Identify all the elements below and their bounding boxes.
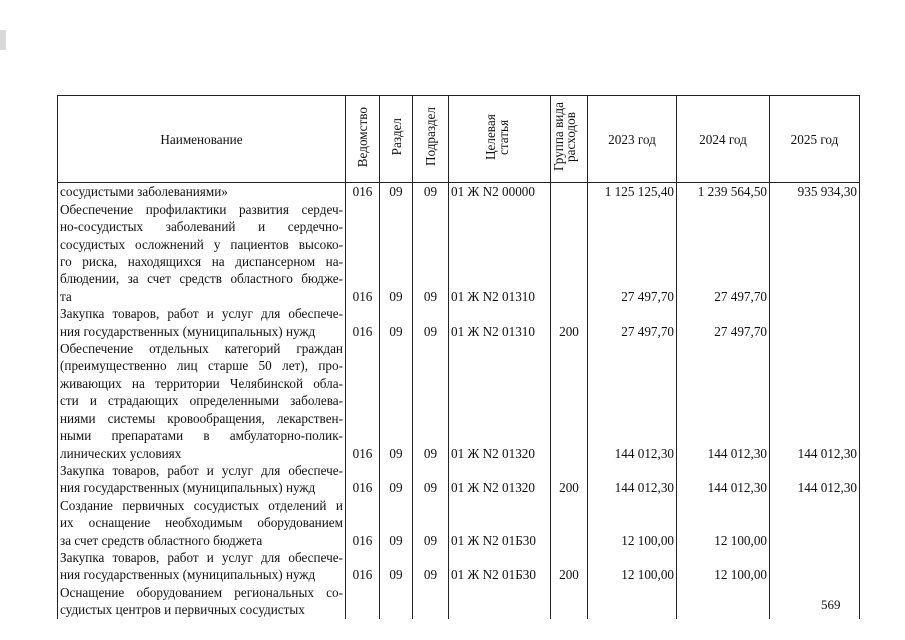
row-vedomstvo: 016 bbox=[346, 497, 380, 549]
row-name-line: Создание первичных сосудистых отделений и bbox=[60, 497, 343, 513]
header-2024: 2024 год bbox=[677, 96, 770, 183]
row-vedomstvo: 016 bbox=[346, 462, 380, 497]
row-vedomstvo: 016 bbox=[346, 340, 380, 462]
row-name bbox=[58, 201, 346, 305]
row-podrazdel: 09 bbox=[413, 183, 449, 201]
row-amount-2023: 144 012,30 bbox=[588, 340, 677, 462]
table-row bbox=[58, 201, 860, 305]
row-name-line: та bbox=[60, 288, 72, 304]
row-celevaya-statya: 01 Ж N2 01Б30 bbox=[449, 497, 551, 549]
row-name bbox=[58, 549, 346, 584]
row-razdel: 09 bbox=[380, 305, 413, 340]
row-amount-2023 bbox=[588, 584, 677, 619]
row-podrazdel: 09 bbox=[413, 497, 449, 549]
row-celevaya-statya: 01 Ж N2 00000 bbox=[449, 183, 551, 201]
row-name-line: ниями системы кровообращения, лекарствен- bbox=[60, 410, 343, 426]
header-gruppa-vida-rashodov: Группа вида расходов bbox=[551, 96, 588, 183]
row-amount-2023: 12 100,00 bbox=[588, 549, 677, 584]
budget-table bbox=[57, 95, 860, 619]
row-amount-2025 bbox=[770, 497, 860, 549]
row-amount-2025 bbox=[770, 549, 860, 584]
row-celevaya-statya: 01 Ж N2 01320 bbox=[449, 340, 551, 462]
header-2023: 2023 год bbox=[588, 96, 677, 183]
row-amount-2024: 144 012,30 bbox=[677, 340, 770, 462]
row-name-line: ния государственных (муниципальных) нужд bbox=[60, 480, 316, 496]
row-gruppa-vida-rashodov bbox=[551, 584, 588, 619]
row-celevaya-statya: 01 Ж N2 01320 bbox=[449, 462, 551, 497]
row-name-line: за счет средств областного бюджета bbox=[60, 532, 263, 548]
row-amount-2024 bbox=[677, 584, 770, 619]
row-gruppa-vida-rashodov bbox=[551, 183, 588, 201]
row-name bbox=[58, 340, 346, 462]
row-name-line: Обеспечение профилактики развития сердеч- bbox=[60, 201, 343, 217]
row-amount-2025 bbox=[770, 584, 860, 619]
header-vedomstvo: Ведомство bbox=[346, 96, 380, 183]
table-row bbox=[58, 183, 860, 201]
row-name-line: Закупка товаров, работ и услуг для обеспече- bbox=[60, 462, 343, 478]
row-gruppa-vida-rashodov bbox=[551, 201, 588, 305]
row-celevaya-statya bbox=[449, 584, 551, 619]
row-vedomstvo: 016 bbox=[346, 549, 380, 584]
row-name-line: сосудистых осложнений у пациентов высоко- bbox=[60, 236, 343, 252]
row-gruppa-vida-rashodov: 200 bbox=[551, 549, 588, 584]
row-amount-2024: 27 497,70 bbox=[677, 305, 770, 340]
header-row bbox=[58, 96, 860, 183]
row-razdel: 09 bbox=[380, 183, 413, 201]
row-name-line: но-сосудистых заболеваний и сердечно- bbox=[60, 219, 343, 235]
row-name-line: (преимущественно лиц старше 50 лет), про- bbox=[60, 358, 343, 374]
row-gruppa-vida-rashodov bbox=[551, 340, 588, 462]
header-podrazdel: Подраздел bbox=[413, 96, 449, 183]
row-podrazdel: 09 bbox=[413, 549, 449, 584]
row-amount-2025: 144 012,30 bbox=[770, 462, 860, 497]
row-name-line: ния государственных (муниципальных) нужд bbox=[60, 567, 316, 583]
row-name-line: их оснащение необходимым оборудованием bbox=[60, 515, 343, 531]
row-name bbox=[58, 497, 346, 549]
row-amount-2023: 1 125 125,40 bbox=[588, 183, 677, 201]
row-name-line: Оснащение оборудованием региональных со- bbox=[60, 584, 343, 600]
row-name-line: го риска, находящихся на диспансерном на- bbox=[60, 254, 343, 270]
table-row bbox=[58, 497, 860, 549]
row-gruppa-vida-rashodov: 200 bbox=[551, 305, 588, 340]
row-celevaya-statya: 01 Ж N2 01Б30 bbox=[449, 549, 551, 584]
row-amount-2025: 935 934,30 bbox=[770, 183, 860, 201]
row-name-line: ными препаратами в амбулаторно-полик- bbox=[60, 428, 343, 444]
row-amount-2025: 144 012,30 bbox=[770, 340, 860, 462]
row-amount-2024: 27 497,70 bbox=[677, 201, 770, 305]
row-amount-2024: 12 100,00 bbox=[677, 497, 770, 549]
header-celevaya-statya: Целевая статья bbox=[449, 96, 551, 183]
row-celevaya-statya: 01 Ж N2 01310 bbox=[449, 201, 551, 305]
row-amount-2023: 12 100,00 bbox=[588, 497, 677, 549]
header-name: Наименование bbox=[58, 96, 346, 183]
table-row bbox=[58, 340, 860, 462]
table-row bbox=[58, 305, 860, 340]
row-gruppa-vida-rashodov bbox=[551, 497, 588, 549]
row-name bbox=[58, 183, 346, 201]
row-name-line: живающих на территории Челябинской обла- bbox=[60, 375, 343, 391]
row-vedomstvo: 016 bbox=[346, 305, 380, 340]
row-name-line: Закупка товаров, работ и услуг для обеспече- bbox=[60, 549, 343, 565]
header-2025: 2025 год bbox=[770, 96, 860, 183]
row-name-line: сти и страдающих определенными заболева- bbox=[60, 393, 343, 409]
row-podrazdel: 09 bbox=[413, 305, 449, 340]
row-celevaya-statya: 01 Ж N2 01310 bbox=[449, 305, 551, 340]
table-row bbox=[58, 462, 860, 497]
row-amount-2023: 144 012,30 bbox=[588, 462, 677, 497]
row-name bbox=[58, 462, 346, 497]
row-amount-2025 bbox=[770, 305, 860, 340]
row-name-line: ния государственных (муниципальных) нужд bbox=[60, 323, 316, 339]
row-amount-2024: 144 012,30 bbox=[677, 462, 770, 497]
row-name-line: линических условиях bbox=[60, 445, 182, 461]
row-name-line: сосудистыми заболеваниями» bbox=[60, 184, 228, 200]
row-amount-2025 bbox=[770, 201, 860, 305]
row-podrazdel: 09 bbox=[413, 201, 449, 305]
row-razdel: 09 bbox=[380, 549, 413, 584]
row-amount-2023: 27 497,70 bbox=[588, 305, 677, 340]
row-name-line: Закупка товаров, работ и услуг для обеспече- bbox=[60, 306, 343, 322]
header-razdel: Раздел bbox=[380, 96, 413, 183]
row-name-line: судистых центров и первичных сосудистых bbox=[60, 602, 305, 618]
row-vedomstvo bbox=[346, 584, 380, 619]
row-name bbox=[58, 584, 346, 619]
row-name-line: Обеспечение отдельных категорий граждан bbox=[60, 341, 343, 357]
row-razdel bbox=[380, 584, 413, 619]
row-vedomstvo: 016 bbox=[346, 183, 380, 201]
row-podrazdel bbox=[413, 584, 449, 619]
row-name bbox=[58, 305, 346, 340]
row-podrazdel: 09 bbox=[413, 462, 449, 497]
row-podrazdel: 09 bbox=[413, 340, 449, 462]
row-amount-2023: 27 497,70 bbox=[588, 201, 677, 305]
row-amount-2024: 1 239 564,50 bbox=[677, 183, 770, 201]
page-number: 569 bbox=[821, 597, 841, 612]
row-gruppa-vida-rashodov: 200 bbox=[551, 462, 588, 497]
table-row bbox=[58, 584, 860, 619]
row-razdel: 09 bbox=[380, 462, 413, 497]
row-vedomstvo: 016 bbox=[346, 201, 380, 305]
row-razdel: 09 bbox=[380, 497, 413, 549]
scan-edge-mark bbox=[0, 30, 6, 50]
table-row bbox=[58, 549, 860, 584]
row-amount-2024: 12 100,00 bbox=[677, 549, 770, 584]
row-razdel: 09 bbox=[380, 340, 413, 462]
row-razdel: 09 bbox=[380, 201, 413, 305]
table-body bbox=[58, 183, 860, 619]
row-name-line: блюдении, за счет средств областного бюдже- bbox=[60, 271, 343, 287]
